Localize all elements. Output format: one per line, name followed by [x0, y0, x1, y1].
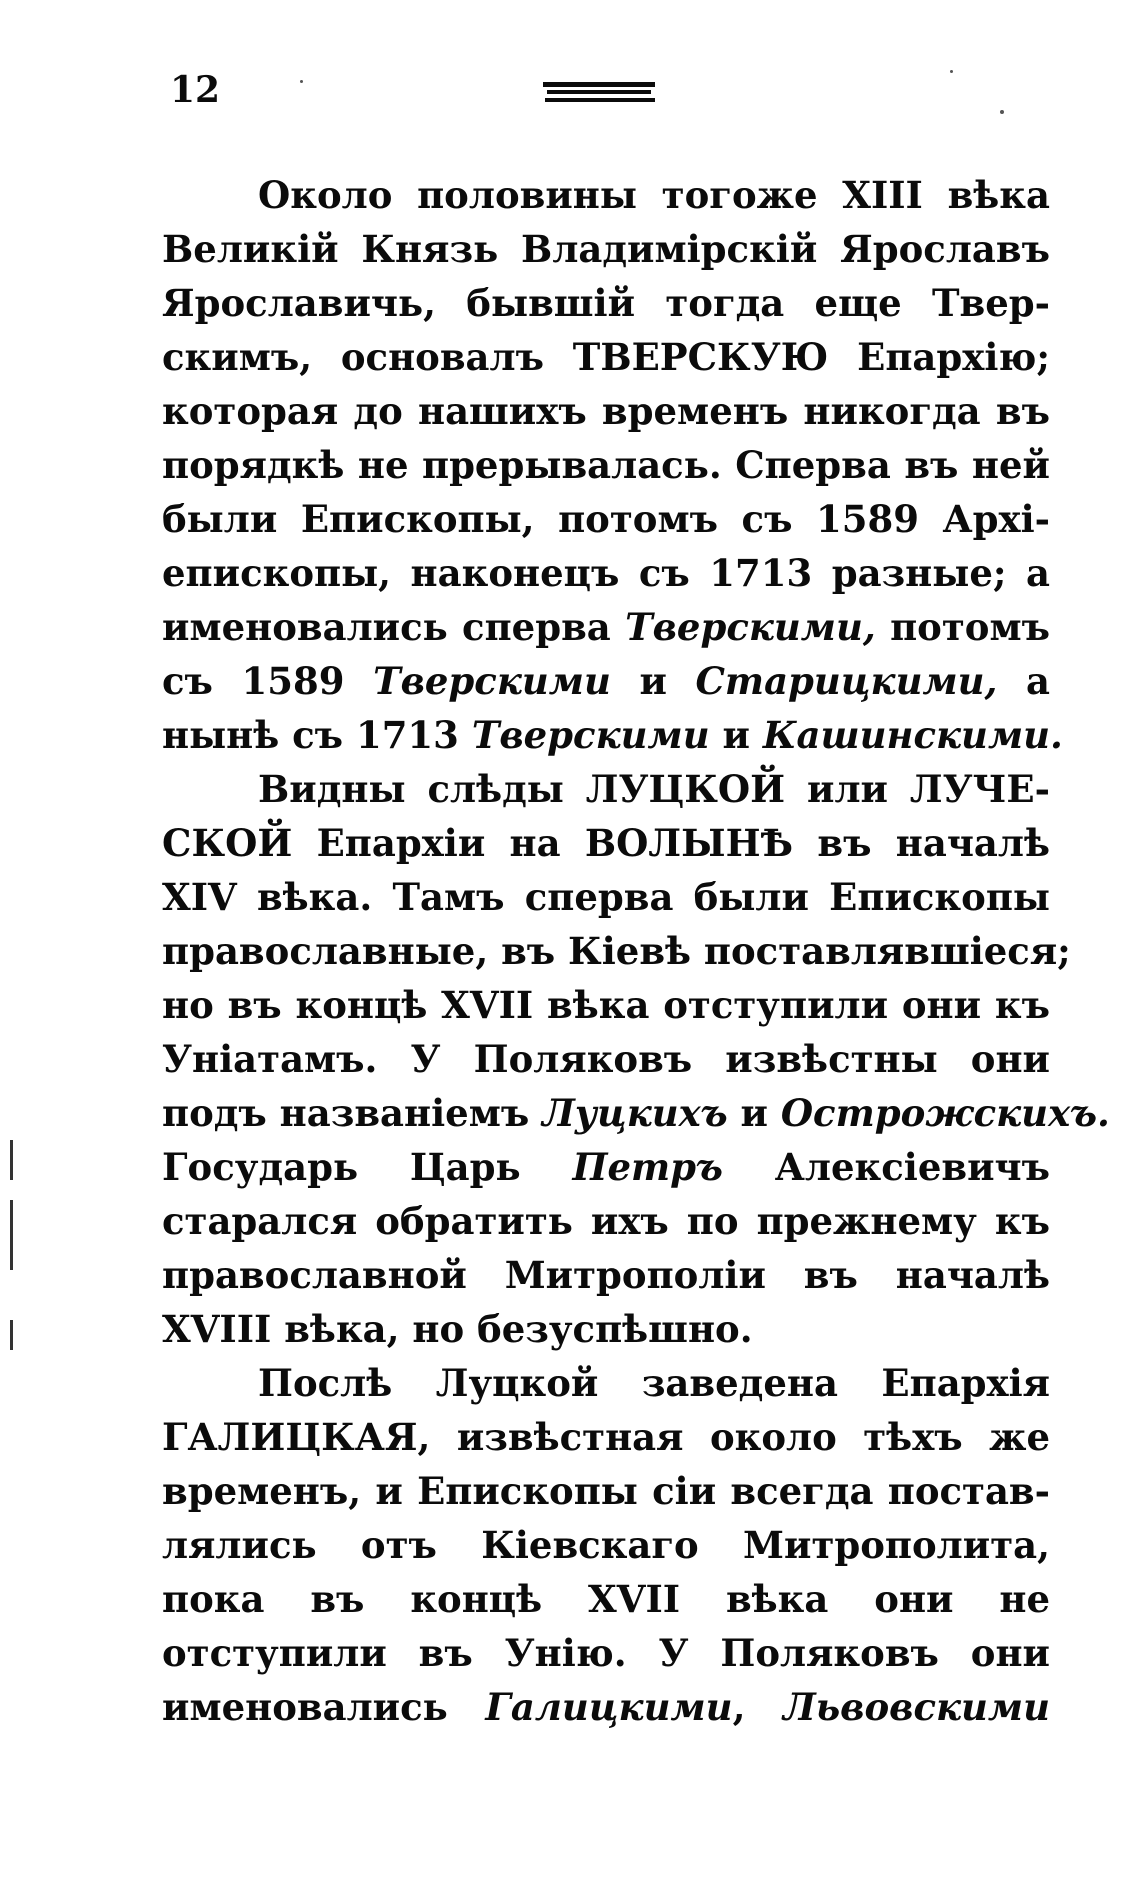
text-segment: и — [727, 1091, 781, 1135]
text-segment: подъ названіемъ — [162, 1091, 543, 1135]
text-segment: которая до нашихъ временъ никогда въ — [162, 389, 1050, 433]
text-segment: Послѣ Луцкой заведена Епархія — [258, 1361, 1050, 1405]
text-segment: лялись отъ Кіевскаго Митрополита, — [162, 1523, 1050, 1567]
text-segment: , — [732, 1685, 784, 1729]
italic-text: Петръ — [572, 1145, 723, 1189]
text-segment: нынѣ съ 1713 — [162, 713, 472, 757]
text-line — [162, 870, 1050, 924]
text-line — [162, 492, 1050, 546]
scan-speck — [300, 80, 303, 83]
text-line — [162, 1464, 1050, 1518]
text-line — [162, 222, 1050, 276]
italic-text: Тверскими — [373, 659, 611, 703]
text-segment: отступили въ Унію. У Поляковъ они — [162, 1631, 1050, 1675]
text-segment: а — [997, 659, 1050, 703]
text-segment: Около половины тогоже XIII вѣка — [258, 173, 1050, 217]
text-line — [162, 978, 1050, 1032]
text-segment: Великій Князь Владимірскій Ярославъ — [162, 227, 1050, 271]
text-segment: порядкѣ не прерывалась. Сперва въ ней — [162, 443, 1050, 487]
italic-text: Тверскими, — [625, 605, 876, 649]
text-segment: Уніатамъ. У Поляковъ извѣстны они — [162, 1037, 1050, 1081]
text-segment: старался обратить ихъ по прежнему къ — [162, 1199, 1050, 1243]
text-segment: и — [610, 659, 696, 703]
text-segment: православные, въ Кіевѣ поставлявшіеся; — [162, 929, 1071, 973]
text-segment: Видны слѣды ЛУЦКОЙ или ЛУЧЕ- — [258, 767, 1050, 811]
scan-edge-mark — [10, 1140, 13, 1180]
text-line — [162, 1680, 1050, 1734]
text-line — [162, 384, 1050, 438]
text-line — [162, 1626, 1050, 1680]
text-line — [162, 1194, 1050, 1248]
text-segment: были Епископы, потомъ съ 1589 Архі- — [162, 497, 1050, 541]
text-segment: СКОЙ Епархіи на ВОЛЫНѢ въ началѣ — [162, 821, 1050, 865]
text-line — [162, 330, 1050, 384]
scan-speck — [950, 70, 953, 73]
text-line — [162, 168, 1050, 222]
text-segment: православной Митрополіи въ началѣ — [162, 1253, 1050, 1297]
italic-text: Тверскими — [471, 713, 710, 757]
italic-text: Старицкими, — [695, 659, 998, 703]
scan-speck — [1000, 110, 1004, 114]
text-line — [162, 438, 1050, 492]
text-line — [162, 816, 1050, 870]
text-segment: потомъ — [875, 605, 1050, 649]
text-line — [162, 708, 1063, 762]
text-segment: XIV вѣка. Тамъ сперва были Епископы — [162, 875, 1050, 919]
header-ornament — [543, 80, 663, 110]
text-line — [162, 1086, 1110, 1140]
text-segment: временъ, и Епископы сіи всегда постав- — [162, 1469, 1050, 1513]
text-segment: Алексіевичъ — [722, 1145, 1051, 1189]
text-line — [162, 1410, 1050, 1464]
text-line — [162, 1248, 1050, 1302]
page-number: 12 — [170, 69, 221, 111]
text-segment: именовались сперва — [162, 605, 626, 649]
text-line — [162, 546, 1050, 600]
italic-text: Кашинскими. — [762, 713, 1063, 757]
text-line — [162, 654, 1050, 708]
italic-text: Галицкими — [485, 1685, 733, 1729]
text-line — [162, 276, 1050, 330]
text-segment: именовались — [162, 1685, 486, 1729]
text-segment: епископы, наконецъ съ 1713 разные; а — [162, 551, 1050, 595]
text-line — [162, 1032, 1050, 1086]
text-line — [162, 1356, 1050, 1410]
text-line — [162, 924, 1071, 978]
text-segment: и — [709, 713, 763, 757]
text-line — [162, 1302, 1050, 1356]
text-segment: съ 1589 — [162, 659, 374, 703]
text-line — [162, 1140, 1050, 1194]
body-text — [162, 168, 1110, 1734]
italic-text: Луцкихъ — [542, 1091, 728, 1135]
text-segment: Ярославичь, бывшій тогда еще Твер- — [162, 281, 1050, 325]
text-segment: но въ концѣ XVII вѣка отступили они къ — [162, 983, 1050, 1027]
text-segment: пока въ концѣ XVII вѣка они не — [162, 1577, 1050, 1621]
text-line — [162, 1518, 1050, 1572]
italic-text: Острожскихъ. — [780, 1091, 1110, 1135]
text-segment: ГАЛИЦКАЯ, извѣстная около тѣхъ же — [162, 1415, 1050, 1459]
scan-edge-mark — [10, 1320, 13, 1350]
scan-edge-mark — [10, 1200, 13, 1270]
text-line — [162, 600, 1050, 654]
italic-text: Львовскими — [783, 1685, 1050, 1729]
text-segment: Государь Царь — [162, 1145, 573, 1189]
text-segment: XVIII вѣка, но безуспѣшно. — [162, 1307, 753, 1351]
text-segment: скимъ, основалъ ТВЕРСКУЮ Епархію; — [162, 335, 1050, 379]
text-line — [162, 1572, 1050, 1626]
text-line — [162, 762, 1050, 816]
